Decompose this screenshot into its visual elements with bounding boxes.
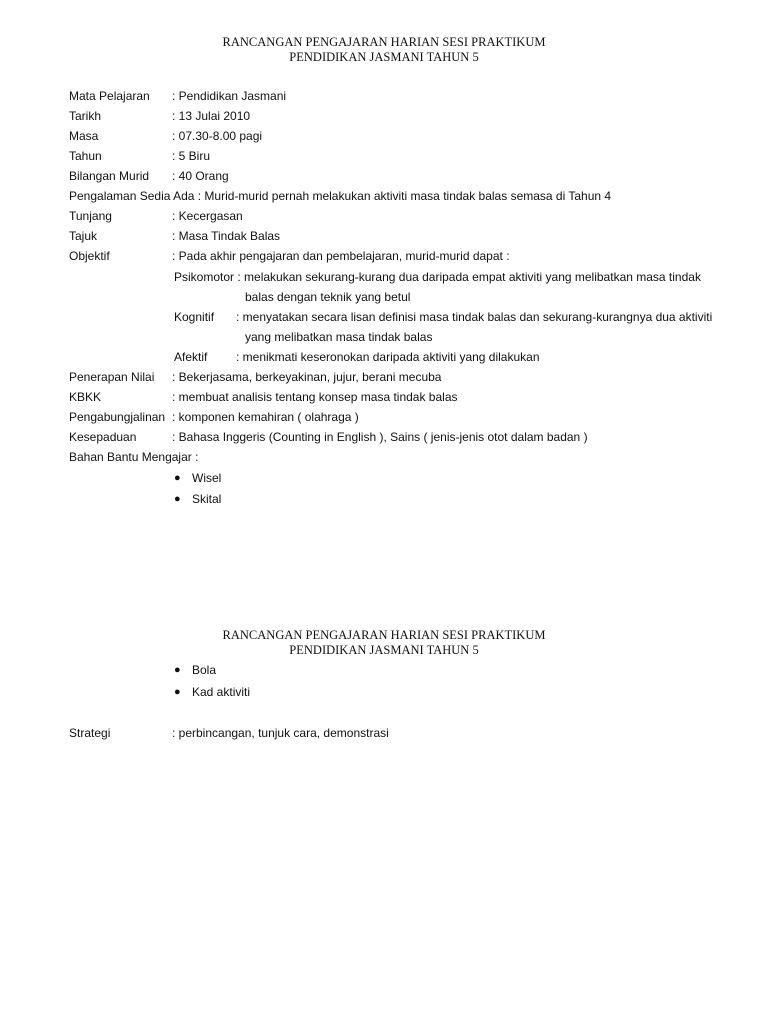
label-bilangan-murid: Bilangan Murid (69, 169, 150, 183)
pengalaman-sedia-ada: Pengalaman Sedia Ada : Murid-murid pernah melakukan aktiviti masa tindak balas semasa di Tahun 4 (69, 189, 612, 203)
header-line-1: RANCANGAN PENGAJARAN HARIAN SESI PRAKTIKUM (222, 628, 546, 642)
objektif-psikomotor-line-2: balas dengan teknik yang betul (245, 290, 411, 304)
value-penerapan-nilai: : Bekerjasama, berkeyakinan, jujur, berani mecuba (172, 370, 442, 384)
label-penerapan-nilai: Penerapan Nilai (69, 370, 155, 384)
objektif-psikomotor-line-1: Psikomotor : melakukan sekurang-kurang dua daripada empat aktiviti yang melibatkan masa tindak (174, 270, 701, 284)
value-strategi: : perbincangan, tunjuk cara, demonstrasi (172, 726, 389, 740)
label-tahun: Tahun (69, 149, 102, 163)
page2-header (0, 628, 768, 658)
label-afektif: Afektif (174, 350, 208, 364)
bahan-item-label: Kad aktiviti (192, 685, 251, 699)
header-line-2: PENDIDIKAN JASMANI TAHUN 5 (289, 643, 479, 657)
value-mata-pelajaran: : Pendidikan Jasmani (172, 89, 287, 103)
label-mata-pelajaran: Mata Pelajaran (69, 89, 150, 103)
label-bahan-bantu-mengajar: Bahan Bantu Mengajar : (69, 450, 199, 464)
header-line-1: RANCANGAN PENGAJARAN HARIAN SESI PRAKTIKUM (222, 35, 546, 49)
label-kesepaduan: Kesepaduan (69, 430, 137, 444)
objektif-kognitif-line-1: : menyatakan secara lisan definisi masa tindak balas dan sekurang-kurangnya dua aktiviti (236, 310, 713, 324)
label-tarikh: Tarikh (69, 109, 102, 123)
label-pengabungjalinan: Pengabungjalinan (69, 410, 166, 424)
value-bilangan-murid: : 40 Orang (172, 169, 229, 183)
label-kbkk: KBKK (69, 390, 102, 404)
label-tunjang: Tunjang (69, 209, 112, 223)
bahan-item-label: Skital (192, 492, 222, 506)
objektif-afektif-line-1: : menikmati keseronokan daripada aktiviti yang dilakukan (236, 350, 540, 364)
header-line-2: PENDIDIKAN JASMANI TAHUN 5 (289, 50, 479, 64)
list-item (174, 685, 251, 699)
label-objektif: Objektif (69, 249, 110, 263)
value-tunjang: : Kecergasan (172, 209, 243, 223)
value-pengabungjalinan: : komponen kemahiran ( olahraga ) (172, 410, 359, 424)
value-tajuk: : Masa Tindak Balas (172, 229, 281, 243)
bullet-icon: ● (174, 664, 181, 676)
list-item (174, 492, 222, 506)
label-strategi: Strategi (69, 726, 111, 740)
label-kognitif: Kognitif (174, 310, 215, 324)
label-masa: Masa (69, 129, 99, 143)
bullet-icon: ● (174, 493, 181, 505)
value-objektif: : Pada akhir pengajaran dan pembelajaran, murid-murid dapat : (172, 249, 510, 263)
list-item (174, 471, 222, 485)
value-tahun: : 5 Biru (172, 149, 211, 163)
bullet-icon: ● (174, 686, 181, 698)
value-masa: : 07.30-8.00 pagi (172, 129, 263, 143)
value-tarikh: : 13 Julai 2010 (172, 109, 251, 123)
label-tajuk: Tajuk (69, 229, 98, 243)
page1-header (0, 35, 768, 65)
bahan-item-label: Bola (192, 663, 217, 677)
bahan-item-label: Wisel (192, 471, 222, 485)
objektif-kognitif-line-2: yang melibatkan masa tindak balas (245, 330, 433, 344)
bullet-icon: ● (174, 472, 181, 484)
list-item (174, 663, 217, 677)
value-kbkk: : membuat analisis tentang konsep masa tindak balas (172, 390, 458, 404)
value-kesepaduan: : Bahasa Inggeris (Counting in English ), Sains ( jenis-jenis otot dalam badan ) (172, 430, 588, 444)
